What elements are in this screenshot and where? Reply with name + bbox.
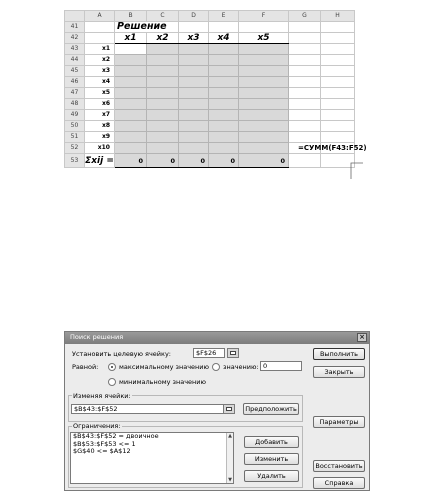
list-item[interactable]: $B$53:$F$53 <= 1 xyxy=(73,439,136,448)
sum-cell[interactable]: 0 xyxy=(239,154,289,168)
close-button[interactable]: Закрыть xyxy=(313,366,365,378)
decision-cell[interactable] xyxy=(147,55,179,66)
sum-label[interactable]: Σxij = xyxy=(85,155,114,166)
decision-cell[interactable] xyxy=(209,55,239,66)
help-button[interactable]: Справка xyxy=(313,477,365,489)
cell[interactable] xyxy=(289,99,321,110)
sum-cell[interactable]: 0 xyxy=(115,154,147,168)
options-button[interactable]: Параметры xyxy=(313,416,365,428)
cell[interactable] xyxy=(289,22,321,33)
equal-to-label: Равной: xyxy=(72,363,99,371)
decision-cell[interactable] xyxy=(147,88,179,99)
decision-cell[interactable] xyxy=(179,143,209,154)
row-number[interactable]: 47 xyxy=(65,88,85,99)
cell[interactable] xyxy=(321,22,355,33)
cell[interactable] xyxy=(289,110,321,121)
decision-cell[interactable] xyxy=(209,143,239,154)
close-icon[interactable]: × xyxy=(357,333,367,342)
decision-cell[interactable] xyxy=(209,88,239,99)
column-header-a[interactable]: A xyxy=(85,11,115,22)
constraints-list[interactable] xyxy=(70,432,234,484)
var-header-x1[interactable]: x1 xyxy=(115,33,147,44)
column-header-h[interactable]: H xyxy=(321,11,355,22)
cell[interactable] xyxy=(321,121,355,132)
reset-all-button[interactable]: Восстановить xyxy=(313,460,365,472)
row-number[interactable]: 46 xyxy=(65,77,85,88)
cell[interactable] xyxy=(289,44,321,55)
column-header-e[interactable]: E xyxy=(209,11,239,22)
row-label[interactable]: x1 xyxy=(85,44,115,55)
column-header-f[interactable]: F xyxy=(239,11,289,22)
radio-value[interactable] xyxy=(212,363,220,371)
decision-cell[interactable] xyxy=(147,132,179,143)
scroll-down-icon[interactable]: ▼ xyxy=(228,477,232,483)
solution-title[interactable]: Решение xyxy=(115,22,179,33)
var-header-x3[interactable]: x3 xyxy=(179,33,209,44)
column-header-c[interactable]: C xyxy=(147,11,179,22)
cell[interactable] xyxy=(239,22,289,33)
dialog-title: Поиск решения xyxy=(70,333,124,341)
cell[interactable] xyxy=(289,154,321,168)
row-label[interactable]: x10 xyxy=(85,143,115,154)
row-number[interactable]: 44 xyxy=(65,55,85,66)
decision-cell[interactable] xyxy=(239,44,289,55)
collapse-dialog-icon[interactable] xyxy=(223,404,235,414)
decision-cell[interactable] xyxy=(115,132,147,143)
decision-cell[interactable] xyxy=(115,88,147,99)
row-number[interactable]: 45 xyxy=(65,66,85,77)
row-label[interactable]: x4 xyxy=(85,77,115,88)
decision-cell[interactable] xyxy=(239,110,289,121)
decision-cell[interactable] xyxy=(147,66,179,77)
decision-cell[interactable] xyxy=(179,99,209,110)
radio-value-label[interactable]: значению: xyxy=(223,363,259,371)
cell[interactable] xyxy=(289,88,321,99)
decision-cell[interactable] xyxy=(209,99,239,110)
radio-max-label[interactable]: максимальному значению xyxy=(119,363,210,371)
decision-cell[interactable] xyxy=(147,143,179,154)
decision-cell[interactable] xyxy=(239,99,289,110)
decision-cell[interactable] xyxy=(147,77,179,88)
row-number[interactable]: 41 xyxy=(65,22,85,33)
cell[interactable] xyxy=(321,99,355,110)
column-header-d[interactable]: D xyxy=(179,11,209,22)
row-number[interactable]: 48 xyxy=(65,99,85,110)
cell[interactable] xyxy=(85,33,115,44)
decision-cell[interactable] xyxy=(179,88,209,99)
decision-cell[interactable] xyxy=(209,121,239,132)
decision-cell[interactable] xyxy=(179,132,209,143)
decision-cell[interactable] xyxy=(239,121,289,132)
decision-cell[interactable] xyxy=(209,110,239,121)
cell[interactable] xyxy=(289,66,321,77)
cell[interactable] xyxy=(321,88,355,99)
target-cell-label: Установить целевую ячейку: xyxy=(72,350,171,358)
cell[interactable] xyxy=(85,22,115,33)
row-number[interactable]: 51 xyxy=(65,132,85,143)
cell[interactable] xyxy=(321,132,355,143)
row-number[interactable]: 52 xyxy=(65,143,85,154)
cell[interactable] xyxy=(289,132,321,143)
dialog-titlebar[interactable] xyxy=(65,332,369,344)
decision-cell[interactable] xyxy=(115,55,147,66)
select-all-corner[interactable] xyxy=(65,11,85,22)
decision-cell[interactable] xyxy=(147,110,179,121)
cell[interactable] xyxy=(321,66,355,77)
decision-cell[interactable] xyxy=(115,66,147,77)
decision-cell[interactable] xyxy=(179,66,209,77)
cell[interactable] xyxy=(289,77,321,88)
radio-min-label[interactable]: минимальному значению xyxy=(119,378,206,386)
row-label[interactable]: x7 xyxy=(85,110,115,121)
column-header-b[interactable]: B xyxy=(115,11,147,22)
decision-cell[interactable] xyxy=(209,77,239,88)
formula-note-leader xyxy=(350,162,364,180)
decision-cell[interactable] xyxy=(239,77,289,88)
value-input[interactable]: 0 xyxy=(260,361,302,371)
row-number[interactable]: 42 xyxy=(65,33,85,44)
decision-cell[interactable] xyxy=(179,77,209,88)
row-label[interactable]: x3 xyxy=(85,66,115,77)
decision-cell[interactable] xyxy=(147,44,179,55)
decision-cell[interactable] xyxy=(179,121,209,132)
decision-cell[interactable] xyxy=(239,66,289,77)
cell[interactable] xyxy=(289,121,321,132)
decision-cell[interactable] xyxy=(239,143,289,154)
list-scrollbar[interactable] xyxy=(226,433,233,483)
decision-cell[interactable] xyxy=(179,110,209,121)
decision-cell[interactable] xyxy=(115,143,147,154)
sum-cell[interactable]: 0 xyxy=(147,154,179,168)
row-label[interactable]: x9 xyxy=(85,132,115,143)
changing-cells-label: Изменяя ячейки: xyxy=(73,392,131,400)
scroll-up-icon[interactable]: ▲ xyxy=(228,433,232,439)
change-constraint-button[interactable]: Изменить xyxy=(244,453,299,465)
decision-cell[interactable] xyxy=(179,44,209,55)
row-label[interactable]: x8 xyxy=(85,121,115,132)
cell[interactable] xyxy=(321,110,355,121)
list-item[interactable]: $G$40 <= $A$12 xyxy=(73,447,131,455)
decision-cell[interactable] xyxy=(239,132,289,143)
decision-cell[interactable] xyxy=(209,44,239,55)
formula-note: =СУММ(F43:F52) xyxy=(298,144,367,152)
cell[interactable] xyxy=(209,22,239,33)
decision-cell[interactable] xyxy=(115,110,147,121)
cell[interactable] xyxy=(321,33,355,44)
guess-button[interactable]: Предположить xyxy=(243,403,299,415)
decision-cell[interactable] xyxy=(179,55,209,66)
cell[interactable] xyxy=(321,44,355,55)
decision-cell[interactable] xyxy=(209,132,239,143)
column-header-g[interactable]: G xyxy=(289,11,321,22)
solver-dialog xyxy=(64,331,370,491)
sum-cell[interactable]: 0 xyxy=(179,154,209,168)
add-constraint-button[interactable]: Добавить xyxy=(244,436,299,448)
target-cell-input[interactable]: $F$26 xyxy=(193,348,225,358)
var-header-x4[interactable]: x4 xyxy=(209,33,239,44)
decision-cell[interactable] xyxy=(239,88,289,99)
delete-constraint-button[interactable]: Удалить xyxy=(244,470,299,482)
decision-cell[interactable] xyxy=(147,121,179,132)
spreadsheet-grid xyxy=(64,10,364,184)
constraints-label: Ограничения: xyxy=(73,422,121,430)
collapse-dialog-icon[interactable] xyxy=(227,348,239,358)
decision-cell[interactable] xyxy=(115,99,147,110)
row-number[interactable]: 43 xyxy=(65,44,85,55)
var-header-x5[interactable]: x5 xyxy=(239,33,289,44)
decision-cell[interactable] xyxy=(147,99,179,110)
cell[interactable] xyxy=(321,55,355,66)
radio-max[interactable] xyxy=(108,363,116,371)
cell[interactable] xyxy=(289,55,321,66)
row-number[interactable]: 53 xyxy=(65,154,85,168)
radio-min[interactable] xyxy=(108,378,116,386)
row-label[interactable]: x6 xyxy=(85,99,115,110)
decision-cell[interactable] xyxy=(239,55,289,66)
row-label[interactable]: x2 xyxy=(85,55,115,66)
cell[interactable] xyxy=(289,33,321,44)
row-number[interactable]: 50 xyxy=(65,121,85,132)
sum-cell[interactable]: 0 xyxy=(209,154,239,168)
list-item[interactable]: $B$43:$F$52 = двоичное xyxy=(73,432,159,440)
active-cell[interactable] xyxy=(115,44,147,55)
row-label[interactable]: x5 xyxy=(85,88,115,99)
row-number[interactable]: 49 xyxy=(65,110,85,121)
cell[interactable] xyxy=(179,22,209,33)
cell[interactable] xyxy=(321,77,355,88)
decision-cell[interactable] xyxy=(115,121,147,132)
var-header-x2[interactable]: x2 xyxy=(147,33,179,44)
decision-cell[interactable] xyxy=(115,77,147,88)
solve-button[interactable]: Выполнить xyxy=(313,348,365,360)
changing-cells-input[interactable]: $B$43:$F$52 xyxy=(71,404,233,414)
decision-cell[interactable] xyxy=(209,66,239,77)
